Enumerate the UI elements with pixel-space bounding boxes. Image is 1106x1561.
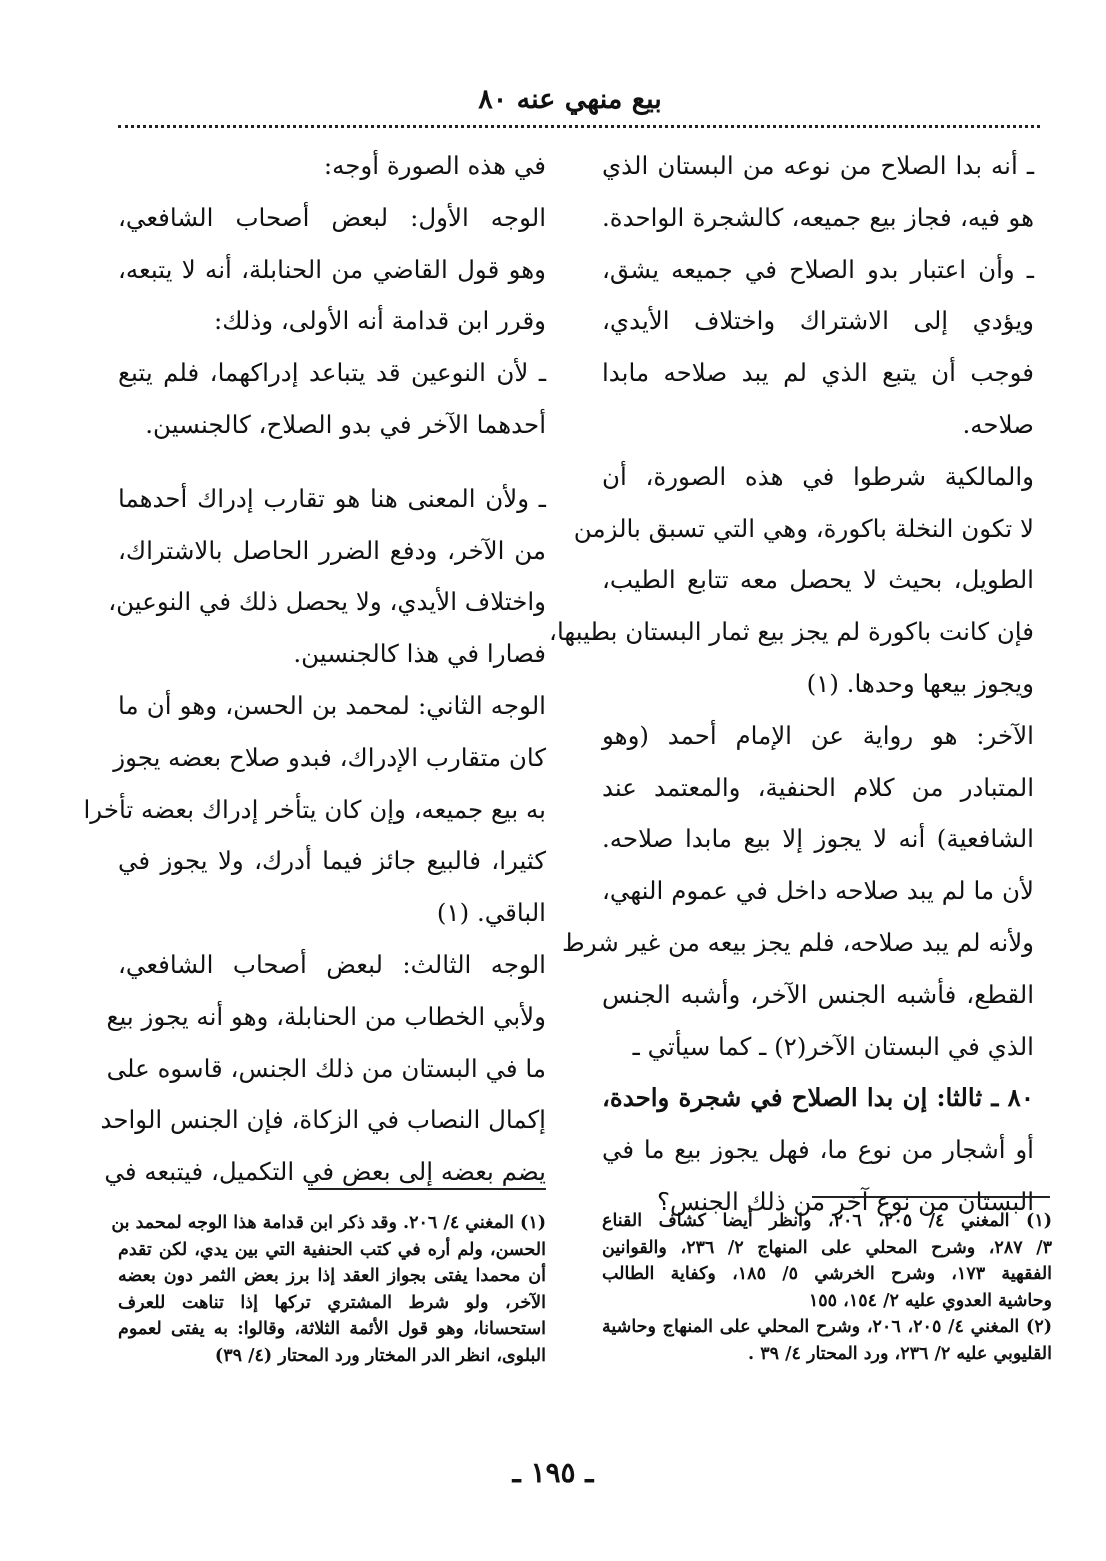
text-line: الذي في البستان الآخر(٢) ـ كما سيأتي ـ (632, 1031, 1034, 1061)
footnote-line: ٣/ ٢٨٧، وشرح المحلي على المنهاج ٢/ ٢٣٦، والقوانين (602, 1237, 1053, 1258)
text-line: ويؤدي إلى الاشتراك واختلاف الأيدي، (602, 306, 1034, 336)
text-line: به بيع جميعه، وإن كان يتأخر إدراك بعضه تأخرا (83, 794, 546, 824)
footnote-divider-left (308, 1188, 546, 1190)
text-line: وهو قول القاضي من الحنابلة، أنه لا يتبعه، (118, 254, 546, 284)
paragraph-gap (118, 451, 546, 473)
page-number: ـ ١٩٥ ـ (512, 1456, 594, 1489)
footnote-line: استحسانا، وهو قول الأئمة الثلاثة، وقالوا: به يفتى لعموم (118, 1319, 546, 1339)
text-line: والمالكية شرطوا في هذه الصورة، أن (602, 461, 1034, 491)
text-line: البستان من نوع آخر من ذلك الجنس؟ (657, 1186, 1034, 1216)
footnote-line: القليوبي عليه ٢/ ٢٣٦، ورد المحتار ٤/ ٣٩ . (748, 1343, 1052, 1364)
footnote-divider-right (812, 1196, 1050, 1198)
text-line: الوجه الثاني: لمحمد بن الحسن، وهو أن ما (118, 690, 546, 720)
text-line: واختلاف الأيدي، ولا يحصل ذلك في النوعين، (108, 587, 546, 617)
text-line: لا تكون النخلة باكورة، وهي التي تسبق بالزمن (573, 513, 1034, 543)
text-line: في هذه الصورة أوجه: (323, 151, 546, 180)
text-line: كان متقارب الإدراك، فبدو صلاح بعضه يجوز (113, 742, 546, 772)
text-line: الطويل، بحيث لا يحصل معه تتابع الطيب، (602, 565, 1034, 595)
section-heading-line: ٨٠ ـ ثالثا: إن بدا الصلاح في شجرة واحدة، (602, 1083, 1034, 1113)
header-dotted-divider (118, 125, 1040, 128)
right-text-column (549, 140, 1034, 1228)
text-line: أحدهما الآخر في بدو الصلاح، كالجنسين. (145, 409, 546, 439)
text-line: وقرر ابن قدامة أنه الأولى، وذلك: (213, 306, 546, 336)
footnote-line: البلوى، انظر الدر المختار ورد المحتار (٤/ ٣٩) (214, 1345, 546, 1366)
footnotes-right (602, 1208, 1052, 1367)
text-line: لأن ما لم يبد صلاحه داخل في عموم النهي، (602, 876, 1034, 906)
text-line: إكمال النصاب في الزكاة، فإن الجنس الواحد (100, 1105, 546, 1135)
text-line: من الآخر، ودفع الضرر الحاصل بالاشتراك، (118, 535, 546, 565)
footnotes-left (111, 1210, 546, 1369)
text-line: صلاحه. (962, 409, 1034, 439)
text-line: فصارا في هذا كالجنسين. (293, 639, 546, 669)
text-line: ـ ولأن المعنى هنا هو تقارب إدراك أحدهما (118, 483, 546, 513)
text-line: ـ لأن النوعين قد يتباعد إدراكهما، فلم يتبع (118, 358, 546, 388)
text-line: أو أشجار من نوع ما، فهل يجوز بيع ما في (602, 1135, 1034, 1165)
text-line: كثيرا، فالبيع جائز فيما أدرك، ولا يجوز في (118, 846, 546, 876)
text-line: المتبادر من كلام الحنفية، والمعتمد عند (602, 772, 1034, 802)
text-line: فوجب أن يتبع الذي لم يبد صلاحه مابدا (602, 358, 1034, 388)
text-line: ولأنه لم يبد صلاحه، فلم يجز بيعه من غير شرط (562, 927, 1034, 957)
text-line: ـ وأن اعتبار بدو الصلاح في جميعه يشق، (602, 254, 1034, 284)
left-text-column (83, 140, 546, 1198)
footnote-line: الحسن، ولم أره في كتب الحنفية التي بين يدي، لكن تقدم (118, 1239, 546, 1260)
footnote-line: الفقهية ١٧٣، وشرح الخرشي ٥/ ١٨٥، وكفاية الطالب (602, 1264, 1053, 1284)
footnote-line: (١) المغني ٤/ ٢٠٦. وقد ذكر ابن قدامة هذا الوجه لمحمد بن (111, 1213, 546, 1233)
text-line: ما في البستان من ذلك الجنس، قاسوه على (106, 1053, 546, 1083)
text-line: ـ أنه بدا الصلاح من نوعه من البستان الذي (602, 151, 1034, 180)
footnote-line: (٢) المغني ٤/ ٢٠٥، ٢٠٦، وشرح المحلي على المنهاج وحاشية (602, 1317, 1053, 1337)
footnote-line: الآخر، ولو شرط المشتري تركها إذا تناهت للعرف (118, 1292, 546, 1313)
text-line: الآخر: هو رواية عن الإمام أحمد (وهو (602, 720, 1034, 750)
text-line: الباقي. (١) (436, 898, 546, 928)
footnote-line: أن محمدا يفتى بجواز العقد إذا برز بعض الثمر دون بعضه (118, 1266, 546, 1286)
text-line: الشافعية) أنه لا يجوز إلا بيع مابدا صلاحه. (602, 824, 1034, 854)
footnote-line: (١) المغني ٤/ ٢٠٥، ٢٠٦، وانظر أيضا كشاف القناع (602, 1211, 1052, 1231)
text-line: فإن كانت باكورة لم يجز بيع ثمار البستان بطيبها، (549, 617, 1034, 647)
text-line: هو فيه، فجاز بيع جميعه، كالشجرة الواحدة. (602, 202, 1034, 232)
text-line: القطع، فأشبه الجنس الآخر، وأشبه الجنس (602, 979, 1034, 1009)
text-line: يضم بعضه إلى بعض في التكميل، فيتبعه في (104, 1157, 546, 1187)
text-line: الوجه الأول: لبعض أصحاب الشافعي، (118, 202, 546, 232)
text-line: الوجه الثالث: لبعض أصحاب الشافعي، (118, 949, 546, 979)
text-line: ويجوز بيعها وحدها. (١) (806, 668, 1034, 698)
text-line: ولأبي الخطاب من الحنابلة، وهو أنه يجوز بيع (106, 1001, 546, 1031)
running-header-title: بيع منهي عنه ٨٠ (478, 84, 662, 115)
footnote-line: وحاشية العدوي عليه ٢/ ١٥٤، ١٥٥ (808, 1290, 1052, 1311)
